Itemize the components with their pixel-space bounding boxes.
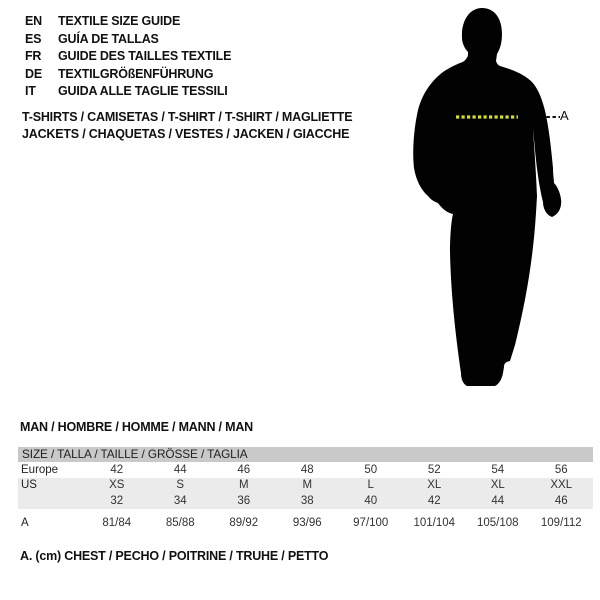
language-label: TEXTILE SIZE GUIDE	[58, 14, 181, 28]
table-cell: 44	[173, 463, 187, 476]
table-cell: 93/96	[292, 516, 322, 529]
table-row-europe	[18, 462, 593, 478]
table-row-us-letters	[18, 478, 593, 494]
language-label: GUÍA DE TALLAS	[58, 31, 159, 46]
language-code: DE	[25, 66, 42, 81]
table-cell: XS	[109, 479, 125, 492]
section-title-man: MAN / HOMBRE / HOMME / MANN / MAN	[20, 420, 253, 434]
language-row	[25, 48, 231, 66]
measurement-a-label: A	[560, 108, 569, 123]
table-cell: 101/104	[413, 516, 456, 529]
table-cell: 54	[491, 463, 505, 476]
language-code: IT	[25, 84, 36, 98]
language-code: ES	[25, 31, 42, 46]
table-cell: M	[302, 479, 313, 492]
language-row	[25, 13, 231, 31]
table-header: SIZE / TALLA / TAILLE / GRÖSSE / TAGLIA	[18, 447, 593, 462]
table-cell: 46	[237, 463, 251, 476]
table-cell: 48	[300, 463, 314, 476]
row-label: Europe	[21, 463, 59, 476]
table-cell: XXL	[550, 479, 573, 492]
table-cell: 38	[300, 494, 314, 507]
table-cell: 109/112	[540, 516, 582, 529]
table-cell: 32	[110, 494, 124, 507]
table-cell: S	[176, 479, 185, 492]
table-cell: 34	[173, 494, 187, 507]
language-row	[25, 83, 231, 101]
size-table	[18, 447, 593, 530]
table-cell: 97/100	[353, 516, 389, 529]
category-lines	[22, 109, 352, 142]
table-row-chest-a	[18, 509, 593, 530]
table-cell: XL	[490, 479, 505, 492]
language-label: TEXTILGRÖßENFÜHRUNG	[58, 66, 214, 81]
table-cell: 50	[364, 463, 378, 476]
language-row	[25, 31, 231, 49]
table-cell: 52	[427, 463, 441, 476]
category-line-jackets: JACKETS / CHAQUETAS / VESTES / JACKEN / GIACCHE	[22, 126, 350, 141]
chest-footnote: A. (cm) CHEST / PECHO / POITRINE / TRUHE / PETTO	[20, 549, 329, 563]
table-cell: M	[238, 479, 249, 492]
size-figure	[400, 0, 600, 410]
table-cell: 42	[427, 494, 441, 507]
table-cell: 85/88	[165, 516, 195, 529]
man-silhouette	[413, 8, 561, 386]
row-label: US	[21, 479, 37, 492]
category-line-tshirts: T-SHIRTS / CAMISETAS / T-SHIRT / T-SHIRT / MAGLIETTE	[22, 110, 353, 124]
table-row-us-numbers	[18, 493, 593, 509]
table-cell: 56	[554, 463, 568, 476]
language-list	[25, 13, 231, 101]
table-cell: 81/84	[102, 516, 132, 529]
language-row	[25, 66, 231, 84]
table-cell: 42	[110, 463, 124, 476]
table-cell: 36	[237, 494, 251, 507]
man-silhouette-graphic	[400, 0, 600, 410]
table-cell: 46	[554, 494, 568, 507]
language-label: GUIDA ALLE TAGLIE TESSILI	[58, 84, 228, 98]
language-code: FR	[25, 49, 42, 63]
row-label: A	[21, 516, 29, 529]
table-cell: XL	[427, 479, 442, 492]
table-cell: 89/92	[229, 516, 259, 529]
language-code: EN	[25, 14, 42, 28]
table-cell: 40	[364, 494, 378, 507]
table-cell: 44	[491, 494, 505, 507]
table-cell: L	[367, 479, 374, 492]
table-cell: 105/108	[476, 516, 519, 529]
language-label: GUIDE DES TAILLES TEXTILE	[58, 49, 232, 63]
